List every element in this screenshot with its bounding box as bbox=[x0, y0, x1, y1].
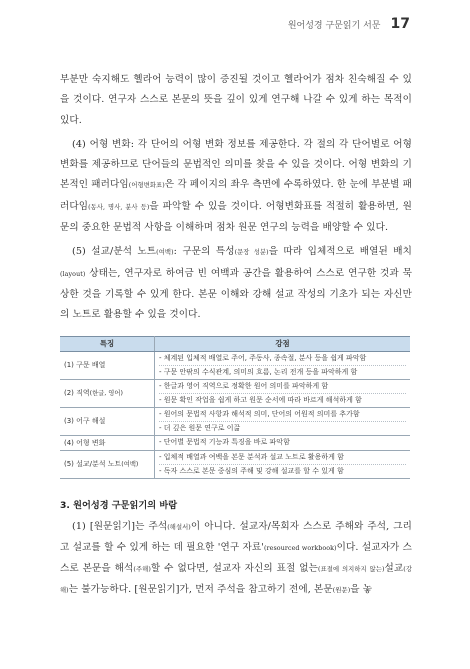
strength-point: - 한글과 영어 직역으로 정확한 원어 의미를 파악하게 함 bbox=[159, 381, 329, 390]
notes-text-d: 상태는, 연구자로 하여금 빈 여백과 공간을 활용하여 스스로 연구한 것과 묵상한 것을 기록할 수 있게 한다. 본문 이해와 강해 설교 작성의 기초가 되는 자신만의 노트로 활용할 수 있을 것이다. bbox=[60, 267, 412, 321]
feature-cell bbox=[60, 407, 155, 435]
notes-note-2: (문장 성분) bbox=[234, 249, 269, 257]
hope-text-a: (1) [원문읽기]는 주석 bbox=[72, 520, 168, 532]
notes-note-3: (layout) bbox=[60, 270, 86, 278]
table-row bbox=[60, 379, 410, 407]
feature-cell bbox=[60, 351, 155, 379]
hope-note-6: (원문) bbox=[332, 587, 351, 595]
feature-cell bbox=[60, 435, 155, 450]
intro-text: 부분만 숙지해도 헬라어 능력이 많이 증진될 것이고 헬라어가 점차 친숙해질 수 있을 것이다. 연구자 스스로 본문의 뜻을 깊이 있게 연구해 나갈 수 있게 하는 목적이 있다. bbox=[60, 74, 412, 126]
table-header-row bbox=[60, 336, 410, 351]
paragraph-hope bbox=[60, 517, 412, 602]
inflection-text-a: (4) 어형 변화: 각 단어의 어형 변화 정보를 제공한다. 각 절의 각 단어별로 어형 변화를 제공하므로 단어들의 문법적인 의미를 찾을 수 있을 것이다. 어형 변화의 기본적인 패러다임 bbox=[60, 138, 412, 191]
strengths-table bbox=[60, 336, 410, 479]
strength-point: - 원어의 문법적 사항과 해석적 의미, 단어의 어원적 의미를 추가함 bbox=[159, 409, 360, 418]
table-row bbox=[60, 407, 410, 435]
paragraph-inflection bbox=[60, 135, 412, 238]
inflection-note-2: (동사, 명사, 분사 등) bbox=[88, 203, 150, 211]
table-row bbox=[60, 435, 410, 450]
hope-text-b: 이 아니다. 설교자/목회자 스스로 주해와 주석, 그리고 설교를 할 수 있게 하는 데 필요한 '연구 자료' bbox=[60, 520, 412, 553]
strength-cell bbox=[155, 351, 411, 379]
header-strength: 강점 bbox=[155, 336, 411, 351]
table-row bbox=[60, 450, 410, 478]
feature-note: (여백) bbox=[121, 461, 139, 469]
feature-cell bbox=[60, 450, 155, 478]
strength-point: - 구문 안팎의 수식관계, 의미의 흐름, 논리 전개 등을 파악하게 함 bbox=[159, 365, 406, 379]
inflection-text-b: 은 각 페이지의 좌우 측면에 수록하였다. 한 눈에 부분별 패러다임 bbox=[60, 179, 412, 212]
strength-cell bbox=[155, 407, 411, 435]
feature-label: (4) 어형 변화 bbox=[64, 438, 106, 447]
hope-note-5: (강해) bbox=[60, 566, 413, 595]
strength-point: - 체계된 입체적 배열로 주어, 주동사, 종속절, 분사 등을 쉽게 파악함 bbox=[159, 353, 367, 362]
feature-note: (한글, 영어) bbox=[89, 390, 123, 398]
strength-point: - 입체적 배열과 여백을 본문 분석과 설교 노트로 활용하게 함 bbox=[159, 452, 344, 461]
hope-note-2: (resourced workbook) bbox=[263, 544, 337, 552]
feature-label: (1) 구문 배열 bbox=[64, 361, 106, 370]
body-text bbox=[60, 70, 412, 606]
feature-label: (5) 설교/분석 노트 bbox=[64, 460, 122, 469]
strength-cell bbox=[155, 379, 411, 407]
inflection-text-c: 을 파악할 수 있을 것이다. 어형변화표를 적절히 활용하면, 원문의 중요한 문법적 사항을 이해하며 점차 원문 연구의 능력을 배양할 수 있다. bbox=[60, 200, 412, 234]
running-head bbox=[288, 16, 410, 32]
hope-text-e: 설교 bbox=[384, 563, 404, 575]
strength-cell bbox=[155, 435, 411, 450]
notes-note-1: (여백) bbox=[156, 249, 174, 257]
header-feature: 특징 bbox=[60, 336, 155, 351]
hope-note-4: (표절에 의지하지 않는) bbox=[318, 566, 385, 574]
notes-text-a: (5) 설교/분석 노트 bbox=[72, 246, 157, 258]
feature-label: (2) 직역 bbox=[64, 389, 90, 398]
strength-point: - 더 깊은 원문 연구로 이끎 bbox=[159, 421, 406, 435]
page-number: 17 bbox=[390, 16, 410, 32]
hope-text-c: 이다. 설교자가 스스로 본문을 해석 bbox=[60, 541, 412, 575]
section-heading: 3. 원어성경 구문읽기의 바람 bbox=[60, 499, 178, 511]
table-row bbox=[60, 351, 410, 379]
strength-point: - 단어별 문법적 기능과 특징을 바로 파악함 bbox=[159, 438, 290, 447]
hope-note-1: (해설서) bbox=[167, 523, 191, 531]
notes-text-b: : 구문의 특성 bbox=[173, 246, 235, 258]
strength-point: - 독자 스스로 본문 중심의 주해 및 강해 설교를 할 수 있게 함 bbox=[159, 464, 406, 478]
inflection-note-1: (어형변화표) bbox=[128, 182, 165, 190]
hope-text-g: 을 놓 bbox=[350, 584, 373, 596]
feature-label: (3) 어구 해설 bbox=[64, 417, 106, 426]
paragraph-sermon-notes bbox=[60, 242, 412, 325]
hope-text-f: 는 불가능하다. [원문읽기]가, 먼저 주석을 참고하기 전에, 본문 bbox=[68, 584, 333, 596]
hope-note-3: (주해) bbox=[133, 566, 151, 574]
notes-text-c: 을 따라 입체적으로 배열된 배치 bbox=[268, 246, 412, 258]
strength-point: - 원문 확인 작업을 쉽게 하고 원문 순서에 따라 바르게 해석하게 함 bbox=[159, 393, 406, 407]
hope-text-d: 할 수 없다면, 설교자 자신의 표절 없는 bbox=[150, 563, 319, 575]
intro-paragraph bbox=[60, 70, 412, 131]
running-title: 원어성경 구문읽기 서문 bbox=[287, 21, 381, 31]
strength-cell bbox=[155, 450, 411, 478]
feature-cell bbox=[60, 379, 155, 407]
